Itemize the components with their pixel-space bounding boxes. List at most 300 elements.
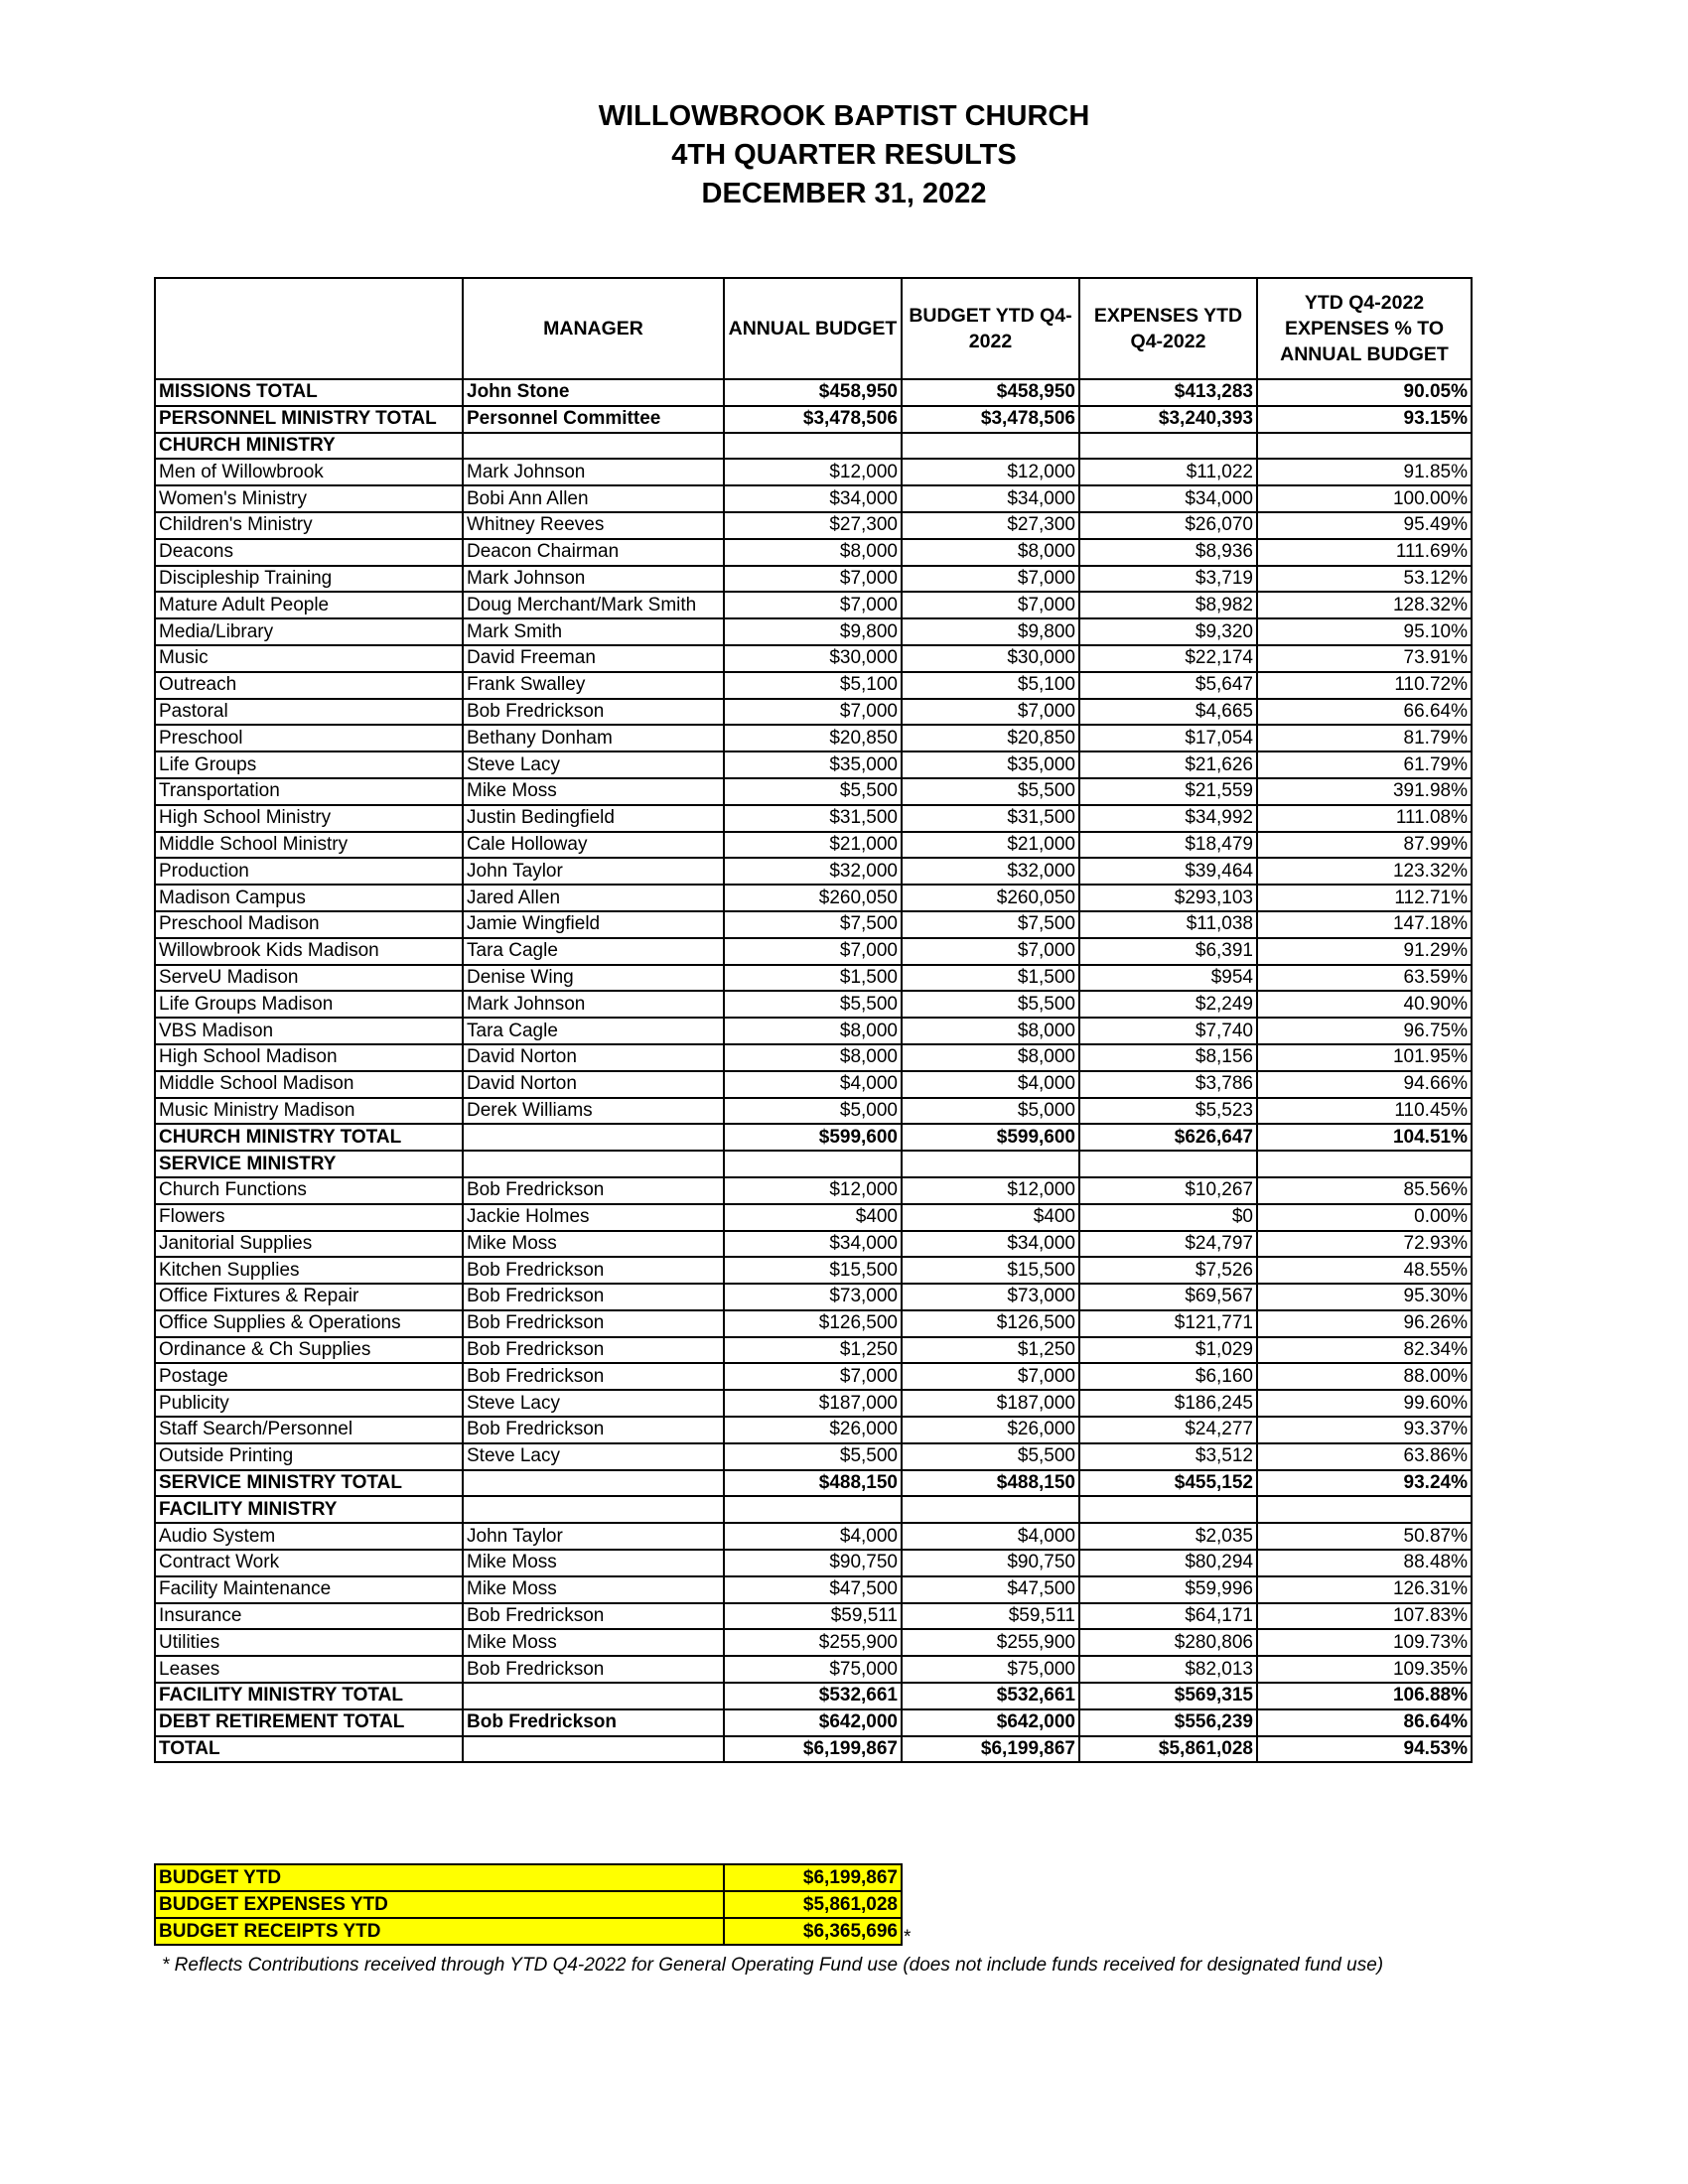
item-cell: Middle School Madison [155, 1071, 463, 1098]
table-row [155, 672, 1472, 699]
percent-cell: 90.05% [1257, 379, 1472, 406]
budget-ytd-cell: $30,000 [902, 645, 1079, 672]
budget-ytd-cell: $59,511 [902, 1603, 1079, 1630]
budget-ytd-cell: $532,661 [902, 1683, 1079, 1709]
annual-budget-cell: $5,500 [724, 778, 902, 805]
item-cell: Men of Willowbrook [155, 459, 463, 485]
budget-ytd-cell: $458,950 [902, 379, 1079, 406]
item-cell: Facility Maintenance [155, 1576, 463, 1603]
item-cell: PERSONNEL MINISTRY TOTAL [155, 406, 463, 433]
budget-ytd-cell: $5,500 [902, 991, 1079, 1018]
budget-ytd-cell: $6,199,867 [902, 1736, 1079, 1763]
expenses-ytd-cell: $3,786 [1079, 1071, 1257, 1098]
manager-cell: Derek Williams [463, 1098, 724, 1125]
item-cell: High School Ministry [155, 805, 463, 832]
table-header-row [155, 278, 1472, 379]
table-row [155, 512, 1472, 539]
percent-cell: 0.00% [1257, 1204, 1472, 1231]
table-row [155, 1629, 1472, 1656]
annual-budget-cell: $260,050 [724, 885, 902, 911]
budget-ytd-cell: $400 [902, 1204, 1079, 1231]
item-cell: Office Fixtures & Repair [155, 1284, 463, 1310]
expenses-ytd-cell: $82,013 [1079, 1656, 1257, 1683]
item-cell: MISSIONS TOTAL [155, 379, 463, 406]
percent-cell: 88.00% [1257, 1363, 1472, 1390]
annual-budget-cell: $5,500 [724, 991, 902, 1018]
manager-cell: Bob Fredrickson [463, 1310, 724, 1337]
expenses-ytd-cell: $7,526 [1079, 1257, 1257, 1284]
percent-cell: 110.72% [1257, 672, 1472, 699]
budget-ytd-cell: $4,000 [902, 1523, 1079, 1550]
manager-cell [463, 433, 724, 460]
expenses-ytd-cell: $556,239 [1079, 1709, 1257, 1736]
expenses-ytd-cell: $5,647 [1079, 672, 1257, 699]
manager-cell [463, 1124, 724, 1151]
manager-cell [463, 1683, 724, 1709]
summary-value: $6,365,696 [724, 1918, 902, 1945]
item-cell: Preschool Madison [155, 911, 463, 938]
table-row [155, 1683, 1472, 1709]
item-cell: Middle School Ministry [155, 832, 463, 859]
manager-cell: Tara Cagle [463, 1018, 724, 1044]
manager-cell: Steve Lacy [463, 1390, 724, 1417]
expenses-ytd-cell: $22,174 [1079, 645, 1257, 672]
expenses-ytd-cell: $34,992 [1079, 805, 1257, 832]
annual-budget-cell: $7,000 [724, 938, 902, 965]
manager-cell: Personnel Committee [463, 406, 724, 433]
manager-cell: Doug Merchant/Mark Smith [463, 592, 724, 618]
annual-budget-cell: $47,500 [724, 1576, 902, 1603]
manager-cell: Mike Moss [463, 1629, 724, 1656]
budget-table [154, 277, 1473, 1763]
expenses-ytd-cell: $6,160 [1079, 1363, 1257, 1390]
annual-budget-cell: $1,250 [724, 1337, 902, 1364]
expenses-ytd-cell: $954 [1079, 965, 1257, 992]
percent-cell: 61.79% [1257, 751, 1472, 778]
percent-cell: 128.32% [1257, 592, 1472, 618]
expenses-ytd-cell: $413,283 [1079, 379, 1257, 406]
expenses-ytd-cell: $9,320 [1079, 618, 1257, 645]
item-cell: Pastoral [155, 699, 463, 726]
expenses-ytd-cell [1079, 433, 1257, 460]
percent-cell: 147.18% [1257, 911, 1472, 938]
manager-cell: Mike Moss [463, 1576, 724, 1603]
annual-budget-cell: $187,000 [724, 1390, 902, 1417]
percent-cell: 66.64% [1257, 699, 1472, 726]
manager-cell: Deacon Chairman [463, 539, 724, 566]
annual-budget-cell [724, 1151, 902, 1177]
item-cell: VBS Madison [155, 1018, 463, 1044]
percent-cell [1257, 433, 1472, 460]
manager-cell: Bob Fredrickson [463, 1603, 724, 1630]
item-cell: TOTAL [155, 1736, 463, 1763]
annual-budget-cell: $21,000 [724, 832, 902, 859]
percent-cell [1257, 1151, 1472, 1177]
expenses-ytd-cell: $64,171 [1079, 1603, 1257, 1630]
budget-ytd-cell: $7,000 [902, 938, 1079, 965]
manager-cell: David Freeman [463, 645, 724, 672]
table-row [155, 1151, 1472, 1177]
manager-cell: Jared Allen [463, 885, 724, 911]
annual-budget-cell: $5,000 [724, 1098, 902, 1125]
percent-cell: 104.51% [1257, 1124, 1472, 1151]
item-cell: ServeU Madison [155, 965, 463, 992]
item-cell: Media/Library [155, 618, 463, 645]
item-cell: CHURCH MINISTRY [155, 433, 463, 460]
manager-cell: Bethany Donham [463, 725, 724, 751]
percent-cell: 96.26% [1257, 1310, 1472, 1337]
col-header-expense-percent: YTD Q4-2022 EXPENSES % TO ANNUAL BUDGET [1257, 278, 1472, 379]
expenses-ytd-cell: $34,000 [1079, 485, 1257, 512]
org-title: WILLOWBROOK BAPTIST CHURCH [598, 100, 1090, 132]
percent-cell: 93.15% [1257, 406, 1472, 433]
annual-budget-cell: $73,000 [724, 1284, 902, 1310]
expenses-ytd-cell: $6,391 [1079, 938, 1257, 965]
footnote-marker: * [904, 1927, 912, 1948]
manager-cell: Bob Fredrickson [463, 1257, 724, 1284]
percent-cell: 109.73% [1257, 1629, 1472, 1656]
budget-ytd-cell: $47,500 [902, 1576, 1079, 1603]
percent-cell: 106.88% [1257, 1683, 1472, 1709]
percent-cell: 63.59% [1257, 965, 1472, 992]
budget-ytd-cell: $26,000 [902, 1417, 1079, 1443]
budget-ytd-cell: $255,900 [902, 1629, 1079, 1656]
expenses-ytd-cell: $3,512 [1079, 1443, 1257, 1470]
item-cell: Outside Printing [155, 1443, 463, 1470]
item-cell: Insurance [155, 1603, 463, 1630]
expenses-ytd-cell: $280,806 [1079, 1629, 1257, 1656]
table-row [155, 406, 1472, 433]
item-cell: Audio System [155, 1523, 463, 1550]
table-row [155, 699, 1472, 726]
table-row [155, 1709, 1472, 1736]
manager-cell: Mark Johnson [463, 566, 724, 593]
percent-cell: 91.85% [1257, 459, 1472, 485]
table-row [155, 1337, 1472, 1364]
budget-ytd-cell: $7,000 [902, 566, 1079, 593]
expenses-ytd-cell: $80,294 [1079, 1550, 1257, 1576]
budget-ytd-cell: $3,478,506 [902, 406, 1079, 433]
item-cell: Office Supplies & Operations [155, 1310, 463, 1337]
budget-ytd-cell: $1,250 [902, 1337, 1079, 1364]
annual-budget-cell: $9,800 [724, 618, 902, 645]
manager-cell: John Taylor [463, 1523, 724, 1550]
item-cell: Ordinance & Ch Supplies [155, 1337, 463, 1364]
annual-budget-cell: $20,850 [724, 725, 902, 751]
budget-ytd-cell [902, 1496, 1079, 1523]
manager-cell: Frank Swalley [463, 672, 724, 699]
manager-cell: Mike Moss [463, 1231, 724, 1258]
expenses-ytd-cell: $8,936 [1079, 539, 1257, 566]
manager-cell: Bob Fredrickson [463, 1656, 724, 1683]
table-row [155, 1390, 1472, 1417]
item-cell: Church Functions [155, 1177, 463, 1204]
budget-ytd-cell: $9,800 [902, 618, 1079, 645]
manager-cell: Mark Johnson [463, 991, 724, 1018]
manager-cell: Cale Holloway [463, 832, 724, 859]
budget-ytd-cell: $35,000 [902, 751, 1079, 778]
table-row [155, 1417, 1472, 1443]
item-cell: Postage [155, 1363, 463, 1390]
summary-label: BUDGET EXPENSES YTD [155, 1891, 724, 1918]
table-row [155, 1284, 1472, 1310]
budget-ytd-cell: $12,000 [902, 1177, 1079, 1204]
col-header-item [155, 278, 463, 379]
expenses-ytd-cell: $569,315 [1079, 1683, 1257, 1709]
annual-budget-cell: $30,000 [724, 645, 902, 672]
budget-ytd-cell: $5,500 [902, 778, 1079, 805]
percent-cell: 96.75% [1257, 1018, 1472, 1044]
budget-ytd-cell: $12,000 [902, 459, 1079, 485]
table-row [155, 885, 1472, 911]
table-row [155, 433, 1472, 460]
budget-ytd-cell: $8,000 [902, 1018, 1079, 1044]
percent-cell: 86.64% [1257, 1709, 1472, 1736]
annual-budget-cell: $26,000 [724, 1417, 902, 1443]
percent-cell: 99.60% [1257, 1390, 1472, 1417]
percent-cell: 95.49% [1257, 512, 1472, 539]
annual-budget-cell: $15,500 [724, 1257, 902, 1284]
manager-cell: Bob Fredrickson [463, 1177, 724, 1204]
item-cell: Music [155, 645, 463, 672]
percent-cell: 85.56% [1257, 1177, 1472, 1204]
expenses-ytd-cell: $17,054 [1079, 725, 1257, 751]
percent-cell: 94.66% [1257, 1071, 1472, 1098]
footnote: * Reflects Contributions received through YTD Q4-2022 for General Operating Fund use (does not include funds received for designated fund use) [162, 1955, 1384, 1976]
summary-row [155, 1891, 902, 1918]
item-cell: DEBT RETIREMENT TOTAL [155, 1709, 463, 1736]
annual-budget-cell: $75,000 [724, 1656, 902, 1683]
expenses-ytd-cell: $5,523 [1079, 1098, 1257, 1125]
percent-cell: 123.32% [1257, 858, 1472, 885]
summary-label: BUDGET RECEIPTS YTD [155, 1918, 724, 1945]
report-title-block [0, 97, 1688, 213]
percent-cell: 72.93% [1257, 1231, 1472, 1258]
item-cell: FACILITY MINISTRY TOTAL [155, 1683, 463, 1709]
percent-cell: 107.83% [1257, 1603, 1472, 1630]
percent-cell: 93.24% [1257, 1470, 1472, 1497]
annual-budget-cell [724, 433, 902, 460]
budget-ytd-cell: $8,000 [902, 1044, 1079, 1071]
annual-budget-cell: $3,478,506 [724, 406, 902, 433]
annual-budget-cell: $27,300 [724, 512, 902, 539]
expenses-ytd-cell: $1,029 [1079, 1337, 1257, 1364]
percent-cell: 91.29% [1257, 938, 1472, 965]
annual-budget-cell: $7,000 [724, 566, 902, 593]
item-cell: Women's Ministry [155, 485, 463, 512]
budget-ytd-cell: $15,500 [902, 1257, 1079, 1284]
manager-cell [463, 1736, 724, 1763]
table-row [155, 379, 1472, 406]
percent-cell: 100.00% [1257, 485, 1472, 512]
table-row [155, 1018, 1472, 1044]
table-row [155, 1576, 1472, 1603]
annual-budget-cell: $12,000 [724, 1177, 902, 1204]
expenses-ytd-cell: $186,245 [1079, 1390, 1257, 1417]
expenses-ytd-cell: $59,996 [1079, 1576, 1257, 1603]
table-row [155, 1550, 1472, 1576]
col-header-expenses-ytd: EXPENSES YTD Q4-2022 [1079, 278, 1257, 379]
date-title: DECEMBER 31, 2022 [701, 178, 987, 209]
annual-budget-cell: $255,900 [724, 1629, 902, 1656]
item-cell: SERVICE MINISTRY [155, 1151, 463, 1177]
annual-budget-cell: $1,500 [724, 965, 902, 992]
annual-budget-cell: $34,000 [724, 1231, 902, 1258]
table-row [155, 566, 1472, 593]
expenses-ytd-cell: $2,035 [1079, 1523, 1257, 1550]
expenses-ytd-cell: $4,665 [1079, 699, 1257, 726]
table-row [155, 751, 1472, 778]
percent-cell: 93.37% [1257, 1417, 1472, 1443]
budget-ytd-cell: $32,000 [902, 858, 1079, 885]
expenses-ytd-cell: $21,559 [1079, 778, 1257, 805]
annual-budget-cell: $400 [724, 1204, 902, 1231]
budget-ytd-cell: $5,100 [902, 672, 1079, 699]
annual-budget-cell: $12,000 [724, 459, 902, 485]
budget-ytd-cell: $34,000 [902, 1231, 1079, 1258]
annual-budget-cell: $34,000 [724, 485, 902, 512]
table-row [155, 1443, 1472, 1470]
annual-budget-cell: $7,500 [724, 911, 902, 938]
table-row [155, 965, 1472, 992]
manager-cell: Bob Fredrickson [463, 1709, 724, 1736]
budget-ytd-cell: $260,050 [902, 885, 1079, 911]
summary-row [155, 1918, 902, 1945]
budget-ytd-cell: $21,000 [902, 832, 1079, 859]
table-row [155, 858, 1472, 885]
item-cell: Willowbrook Kids Madison [155, 938, 463, 965]
table-row [155, 1363, 1472, 1390]
manager-cell: Mike Moss [463, 778, 724, 805]
manager-cell: Jackie Holmes [463, 1204, 724, 1231]
table-body [155, 379, 1472, 1762]
percent-cell: 101.95% [1257, 1044, 1472, 1071]
budget-ytd-cell: $34,000 [902, 485, 1079, 512]
manager-cell: Bob Fredrickson [463, 1337, 724, 1364]
budget-ytd-cell: $126,500 [902, 1310, 1079, 1337]
annual-budget-cell: $488,150 [724, 1470, 902, 1497]
table-row [155, 1124, 1472, 1151]
manager-cell: Steve Lacy [463, 1443, 724, 1470]
annual-budget-cell: $35,000 [724, 751, 902, 778]
table-row [155, 805, 1472, 832]
percent-cell: 95.30% [1257, 1284, 1472, 1310]
table-row [155, 1736, 1472, 1763]
table-row [155, 1204, 1472, 1231]
annual-budget-cell: $59,511 [724, 1603, 902, 1630]
table-row [155, 991, 1472, 1018]
budget-ytd-cell: $7,000 [902, 699, 1079, 726]
annual-budget-cell: $31,500 [724, 805, 902, 832]
col-header-annual-budget: ANNUAL BUDGET [724, 278, 902, 379]
item-cell: High School Madison [155, 1044, 463, 1071]
item-cell: Leases [155, 1656, 463, 1683]
item-cell: Production [155, 858, 463, 885]
budget-ytd-cell [902, 1151, 1079, 1177]
percent-cell: 111.69% [1257, 539, 1472, 566]
percent-cell: 73.91% [1257, 645, 1472, 672]
manager-cell: Bobi Ann Allen [463, 485, 724, 512]
col-header-budget-ytd: BUDGET YTD Q4-2022 [902, 278, 1079, 379]
table-row [155, 1098, 1472, 1125]
expenses-ytd-cell: $2,249 [1079, 991, 1257, 1018]
table-row [155, 1656, 1472, 1683]
annual-budget-cell: $90,750 [724, 1550, 902, 1576]
annual-budget-cell: $532,661 [724, 1683, 902, 1709]
expenses-ytd-cell: $24,797 [1079, 1231, 1257, 1258]
summary-value: $5,861,028 [724, 1891, 902, 1918]
percent-cell: 110.45% [1257, 1098, 1472, 1125]
percent-cell [1257, 1496, 1472, 1523]
item-cell: Mature Adult People [155, 592, 463, 618]
manager-cell [463, 1470, 724, 1497]
percent-cell: 391.98% [1257, 778, 1472, 805]
percent-cell: 63.86% [1257, 1443, 1472, 1470]
percent-cell: 48.55% [1257, 1257, 1472, 1284]
budget-ytd-cell: $7,000 [902, 592, 1079, 618]
annual-budget-cell: $7,000 [724, 1363, 902, 1390]
summary-table [154, 1863, 903, 1946]
expenses-ytd-cell: $293,103 [1079, 885, 1257, 911]
col-header-manager: MANAGER [463, 278, 724, 379]
summary-label: BUDGET YTD [155, 1864, 724, 1891]
table-row [155, 1523, 1472, 1550]
annual-budget-cell: $7,000 [724, 592, 902, 618]
budget-ytd-cell: $27,300 [902, 512, 1079, 539]
manager-cell: Jamie Wingfield [463, 911, 724, 938]
manager-cell: Justin Bedingfield [463, 805, 724, 832]
budget-ytd-cell: $75,000 [902, 1656, 1079, 1683]
percent-cell: 112.71% [1257, 885, 1472, 911]
expenses-ytd-cell: $11,022 [1079, 459, 1257, 485]
expenses-ytd-cell [1079, 1151, 1257, 1177]
percent-cell: 109.35% [1257, 1656, 1472, 1683]
table-row [155, 778, 1472, 805]
item-cell: Life Groups Madison [155, 991, 463, 1018]
expenses-ytd-cell: $26,070 [1079, 512, 1257, 539]
budget-ytd-cell: $642,000 [902, 1709, 1079, 1736]
expenses-ytd-cell: $0 [1079, 1204, 1257, 1231]
percent-cell: 50.87% [1257, 1523, 1472, 1550]
summary-value: $6,199,867 [724, 1864, 902, 1891]
item-cell: Contract Work [155, 1550, 463, 1576]
budget-ytd-cell: $1,500 [902, 965, 1079, 992]
table-row [155, 485, 1472, 512]
annual-budget-cell: $4,000 [724, 1071, 902, 1098]
manager-cell: Mark Smith [463, 618, 724, 645]
percent-cell: 81.79% [1257, 725, 1472, 751]
manager-cell: John Taylor [463, 858, 724, 885]
item-cell: Utilities [155, 1629, 463, 1656]
item-cell: CHURCH MINISTRY TOTAL [155, 1124, 463, 1151]
annual-budget-cell: $7,000 [724, 699, 902, 726]
expenses-ytd-cell: $3,719 [1079, 566, 1257, 593]
expenses-ytd-cell: $5,861,028 [1079, 1736, 1257, 1763]
item-cell: Music Ministry Madison [155, 1098, 463, 1125]
manager-cell [463, 1496, 724, 1523]
table-row [155, 938, 1472, 965]
table-row [155, 911, 1472, 938]
annual-budget-cell: $32,000 [724, 858, 902, 885]
annual-budget-cell: $8,000 [724, 539, 902, 566]
expenses-ytd-cell: $8,156 [1079, 1044, 1257, 1071]
annual-budget-cell [724, 1496, 902, 1523]
table-row [155, 645, 1472, 672]
table-row [155, 539, 1472, 566]
expenses-ytd-cell: $18,479 [1079, 832, 1257, 859]
expenses-ytd-cell: $7,740 [1079, 1018, 1257, 1044]
expenses-ytd-cell: $39,464 [1079, 858, 1257, 885]
